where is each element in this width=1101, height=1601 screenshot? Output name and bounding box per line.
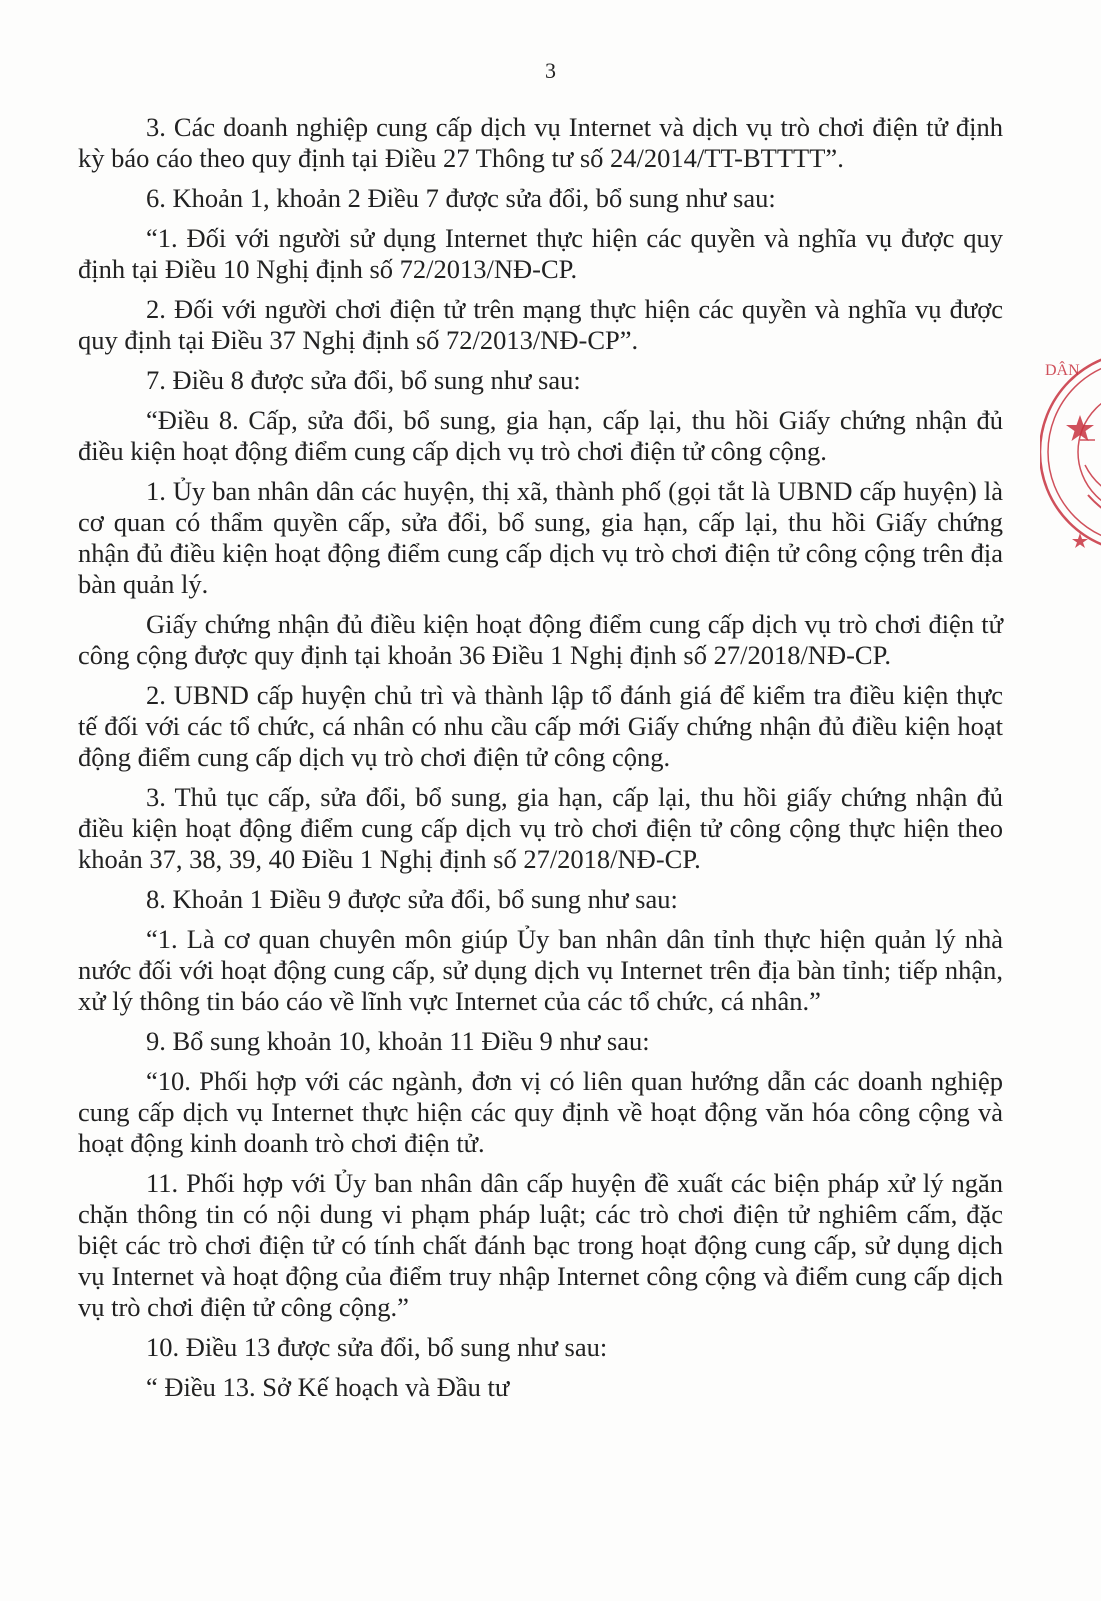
paragraph: 11. Phối hợp với Ủy ban nhân dân cấp huyện đề xuất các biện pháp xử lý ngăn chặn thông tin có nội dung vi phạm pháp luật; các trò chơi điện tử nghiêm cấm, đặc biệt các trò chơi điện tử có tính chất đánh bạc trong hoạt động cung cấp, sử dụng dịch vụ Internet và hoạt động của điểm truy nhập Internet công cộng và điểm cung cấp dịch vụ trò chơi điện tử công cộng.” bbox=[78, 1168, 1003, 1322]
paragraph: 10. Điều 13 được sửa đổi, bổ sung như sau: bbox=[146, 1332, 608, 1362]
paragraph: “1. Là cơ quan chuyên môn giúp Ủy ban nhân dân tỉnh thực hiện quản lý nhà nước đối với hoạt động cung cấp, sử dụng dịch vụ Internet trên địa bàn tỉnh; tiếp nhận, xử lý thông tin báo cáo về lĩnh vực Internet của các tổ chức, cá nhân.” bbox=[78, 924, 1003, 1016]
paragraph: 9. Bổ sung khoản 10, khoản 11 Điều 9 như sau: bbox=[146, 1026, 650, 1056]
paragraph: 2. UBND cấp huyện chủ trì và thành lập tổ đánh giá để kiểm tra điều kiện thực tế đối với các tổ chức, cá nhân có nhu cầu cấp mới Giấy chứng nhận đủ điều kiện hoạt động điểm cung cấp dịch vụ trò chơi điện tử công cộng. bbox=[78, 680, 1003, 772]
seal-icon bbox=[1040, 345, 1101, 560]
page-number: 3 bbox=[545, 58, 556, 83]
paragraph: 6. Khoản 1, khoản 2 Điều 7 được sửa đổi, bổ sung như sau: bbox=[146, 183, 776, 213]
paragraph: 2. Đối với người chơi điện tử trên mạng thực hiện các quyền và nghĩa vụ được quy định tại Điều 37 Nghị định số 72/2013/NĐ-CP”. bbox=[78, 294, 1003, 355]
seal-text: DÂN bbox=[1045, 362, 1080, 379]
document-body bbox=[78, 112, 1003, 1407]
paragraph: “1. Đối với người sử dụng Internet thực hiện các quyền và nghĩa vụ được quy định tại Điều 10 Nghị định số 72/2013/NĐ-CP. bbox=[78, 223, 1003, 284]
paragraph: 8. Khoản 1 Điều 9 được sửa đổi, bổ sung như sau: bbox=[146, 884, 678, 914]
paragraph: 1. Ủy ban nhân dân các huyện, thị xã, thành phố (gọi tắt là UBND cấp huyện) là cơ quan có thẩm quyền cấp, sửa đổi, bổ sung, gia hạn, cấp lại, thu hồi Giấy chứng nhận đủ điều kiện hoạt động điểm cung cấp dịch vụ trò chơi điện tử công cộng trên địa bàn quản lý. bbox=[78, 476, 1003, 599]
official-seal bbox=[1040, 345, 1101, 560]
paragraph: 3. Các doanh nghiệp cung cấp dịch vụ Internet và dịch vụ trò chơi điện tử định kỳ báo cáo theo quy định tại Điều 27 Thông tư số 24/2014/TT-BTTTT”. bbox=[78, 112, 1003, 173]
paragraph: 7. Điều 8 được sửa đổi, bổ sung như sau: bbox=[146, 365, 581, 395]
paragraph: “ Điều 13. Sở Kế hoạch và Đầu tư bbox=[146, 1372, 510, 1402]
paragraph: Giấy chứng nhận đủ điều kiện hoạt động điểm cung cấp dịch vụ trò chơi điện tử công cộng được quy định tại khoản 36 Điều 1 Nghị định số 27/2018/NĐ-CP. bbox=[78, 609, 1003, 670]
paragraph: “10. Phối hợp với các ngành, đơn vị có liên quan hướng dẫn các doanh nghiệp cung cấp dịch vụ Internet thực hiện các quy định về hoạt động văn hóa công cộng và hoạt động kinh doanh trò chơi điện tử. bbox=[78, 1066, 1003, 1158]
paragraph: 3. Thủ tục cấp, sửa đổi, bổ sung, gia hạn, cấp lại, thu hồi giấy chứng nhận đủ điều kiện hoạt động điểm cung cấp dịch vụ trò chơi điện tử công cộng thực hiện theo khoản 37, 38, 39, 40 Điều 1 Nghị định số 27/2018/NĐ-CP. bbox=[78, 782, 1003, 874]
paragraph: “Điều 8. Cấp, sửa đổi, bổ sung, gia hạn, cấp lại, thu hồi Giấy chứng nhận đủ điều kiện hoạt động điểm cung cấp dịch vụ trò chơi điện tử công cộng. bbox=[78, 405, 1003, 466]
